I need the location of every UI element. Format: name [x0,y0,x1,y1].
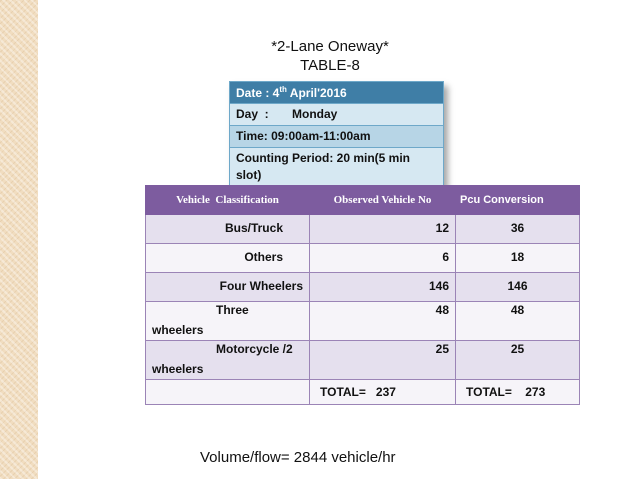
observed-total-cell: TOTAL= 237 [310,380,456,405]
observed-cell: 146 [310,273,456,302]
date-row [229,81,444,104]
classification-line1: Three [216,303,249,317]
date-ordinal: th [279,85,287,94]
decorative-side-strip [0,0,38,479]
pcu-cell: 146 [456,273,580,302]
header-observed-vehicle-no: Observed Vehicle No [310,186,456,215]
classification-line2: wheelers [152,362,204,376]
table-row [146,215,580,244]
header-pcu-conversion: Pcu Conversion [456,186,580,215]
pcu-cell: 18 [456,244,580,273]
pcu-cell: 36 [456,215,580,244]
table-label: TABLE-8 [300,57,360,74]
classification-line1: Motorcycle /2 [216,342,293,356]
counting-period-row: Counting Period: 20 min(5 min slot) [229,148,444,187]
table-row [146,273,580,302]
observed-cell: 48 [310,302,456,341]
slide-title: *2-Lane Oneway* [271,38,389,55]
classification-cell: Bus/Truck [146,215,310,244]
table-row [146,244,580,273]
table-row-total [146,380,580,405]
time-row: Time: 09:00am-11:00am [229,126,444,148]
survey-info-box [229,81,444,187]
date-suffix: April'2016 [286,86,347,100]
classification-cell: Others [146,244,310,273]
date-prefix: Date : 4 [236,86,280,100]
table-row [146,302,580,341]
classification-line2: wheelers [152,323,204,337]
observed-cell: 6 [310,244,456,273]
volume-flow-text: Volume/flow= 2844 vehicle/hr [200,449,396,466]
header-vehicle-classification: Vehicle Classification [146,186,310,215]
pcu-cell: 48 [456,302,580,341]
classification-cell [146,341,310,380]
vehicle-count-table [145,185,580,405]
observed-cell: 25 [310,341,456,380]
day-row: Day : Monday [229,104,444,126]
classification-cell: Four Wheelers [146,273,310,302]
pcu-cell: 25 [456,341,580,380]
table-row [146,341,580,380]
classification-cell [146,380,310,405]
observed-cell: 12 [310,215,456,244]
pcu-total-cell: TOTAL= 273 [456,380,580,405]
classification-cell [146,302,310,341]
